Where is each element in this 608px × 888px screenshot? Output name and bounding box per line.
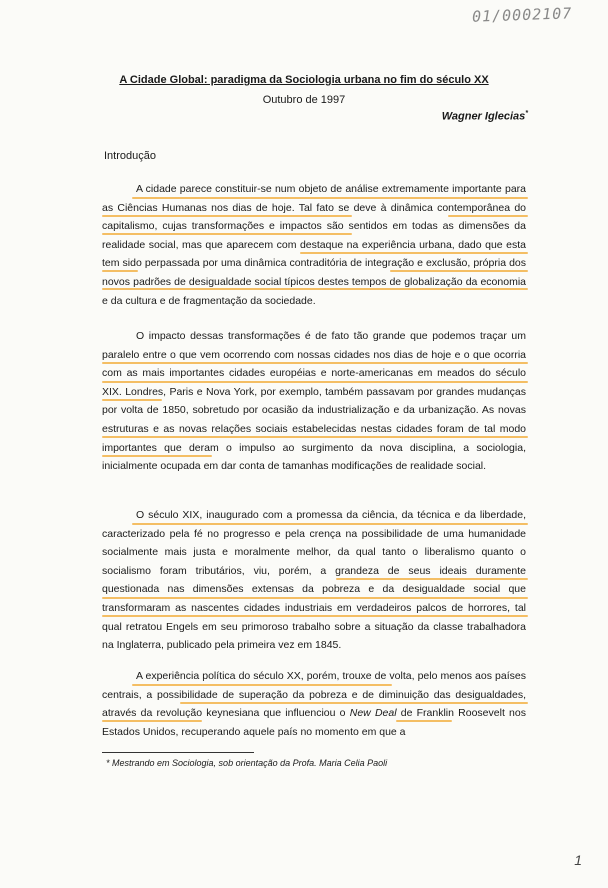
archive-stamp: 01/0002107 — [471, 4, 573, 26]
highlight-mark — [102, 288, 528, 290]
highlight-mark — [102, 381, 528, 383]
highlight-mark — [102, 615, 528, 617]
paragraph-4 — [102, 667, 526, 741]
footnote: * Mestrando em Sociologia, sob orientação da Profa. Maria Celia Paoli — [106, 758, 388, 768]
author-footnote-mark: * — [525, 110, 528, 117]
highlight-mark — [448, 215, 528, 217]
highlight-mark — [102, 720, 202, 722]
author-name — [442, 110, 528, 123]
new-deal-emphasis: New Deal — [349, 707, 397, 720]
author-text: Wagner Iglecias — [441, 110, 526, 123]
highlight-mark — [132, 684, 392, 686]
page-number: 1 — [574, 852, 582, 868]
highlight-mark — [390, 270, 528, 272]
highlight-mark — [102, 215, 352, 217]
section-heading: Introdução — [104, 150, 156, 162]
document-title: A Cidade Global: paradigma da Sociologia urbana no fim do século XX — [119, 74, 489, 86]
highlight-mark — [336, 578, 528, 580]
highlight-mark — [300, 252, 528, 254]
highlight-mark — [102, 597, 528, 599]
paragraph-4-before: A experiência política do século XX, porém, trouxe de volta, pelo menos aos países centrais, a possibilidade de superação da pobreza e de diminuição das desigualdades, através da revolução keynesiana que influenciou o — [102, 670, 526, 720]
paragraph-4-after: de Franklin Roosevelt nos Estados Unidos, recuperando aquele país no momento em que a — [102, 707, 526, 738]
highlight-mark — [102, 436, 528, 438]
paragraph-2: O impacto dessas transformações é de fato tão grande que podemos traçar um paralelo entre o que vem ocorrendo com nossas cidades nos dias de hoje e o que ocorria com as mais importantes cidades européias e norte-americanas em meados do século XIX. Londres, Paris e Nova York, por exemplo, também passavam por grandes mudanças por volta de 1850, sobretudo por ocasião da industrialização e da urbanização. As novas estruturas e as novas relações sociais estabelecidas nestas cidades foram de tal modo importantes que deram o impulso ao surgimento da nova disciplina, a sociologia, inicialmente ocupada em dar conta de tamanhas modificações de realidade social. — [102, 330, 526, 473]
highlight-mark — [396, 720, 452, 722]
paragraph-1: A cidade parece constituir-se num objeto de análise extremamente importante para as Ciências Humanas nos dias de hoje. Tal fato se deve à dinâmica contemporânea do capitalismo, cujas transformações e impactos são sentidos em todas as dimensões da realidade social, mas que aparecem com destaque na experiência urbana, dado que esta tem sido perpassada por uma dinâmica contraditória de integração e exclusão, própria dos novos padrões de desigualdade social típicos destes tempos de globalização da economia e da cultura e de fragmentação da sociedade. — [102, 183, 526, 307]
highlight-mark — [132, 523, 528, 525]
highlight-mark — [102, 233, 352, 235]
highlight-mark — [102, 399, 162, 401]
highlight-mark — [132, 197, 528, 199]
highlight-mark — [102, 362, 528, 364]
document-date: Outubro de 1997 — [262, 94, 346, 106]
highlight-mark — [102, 270, 138, 272]
paragraph-3: O século XIX, inaugurado com a promessa da ciência, da técnica e da liberdade, caracterizado pela fé no progresso e pela crença na possibilidade de uma humanidade socialmente mais justa e moralmente melhor, da qual tanto o liberalismo quanto o socialismo foram tributários, viu, porém, a grandeza de seus ideais duramente questionada nas dimensões extensas da pobreza e da desigualdade social que transformaram as nascentes cidades industriais em verdadeiros palcos de horrores, tal qual retratou Engels em seu primoroso trabalho sobre a situação da classe trabalhadora na Inglaterra, publicado pela primeira vez em 1845. — [102, 509, 526, 652]
footnote-divider — [102, 752, 254, 753]
highlight-mark — [102, 455, 212, 457]
highlight-mark — [180, 702, 528, 704]
